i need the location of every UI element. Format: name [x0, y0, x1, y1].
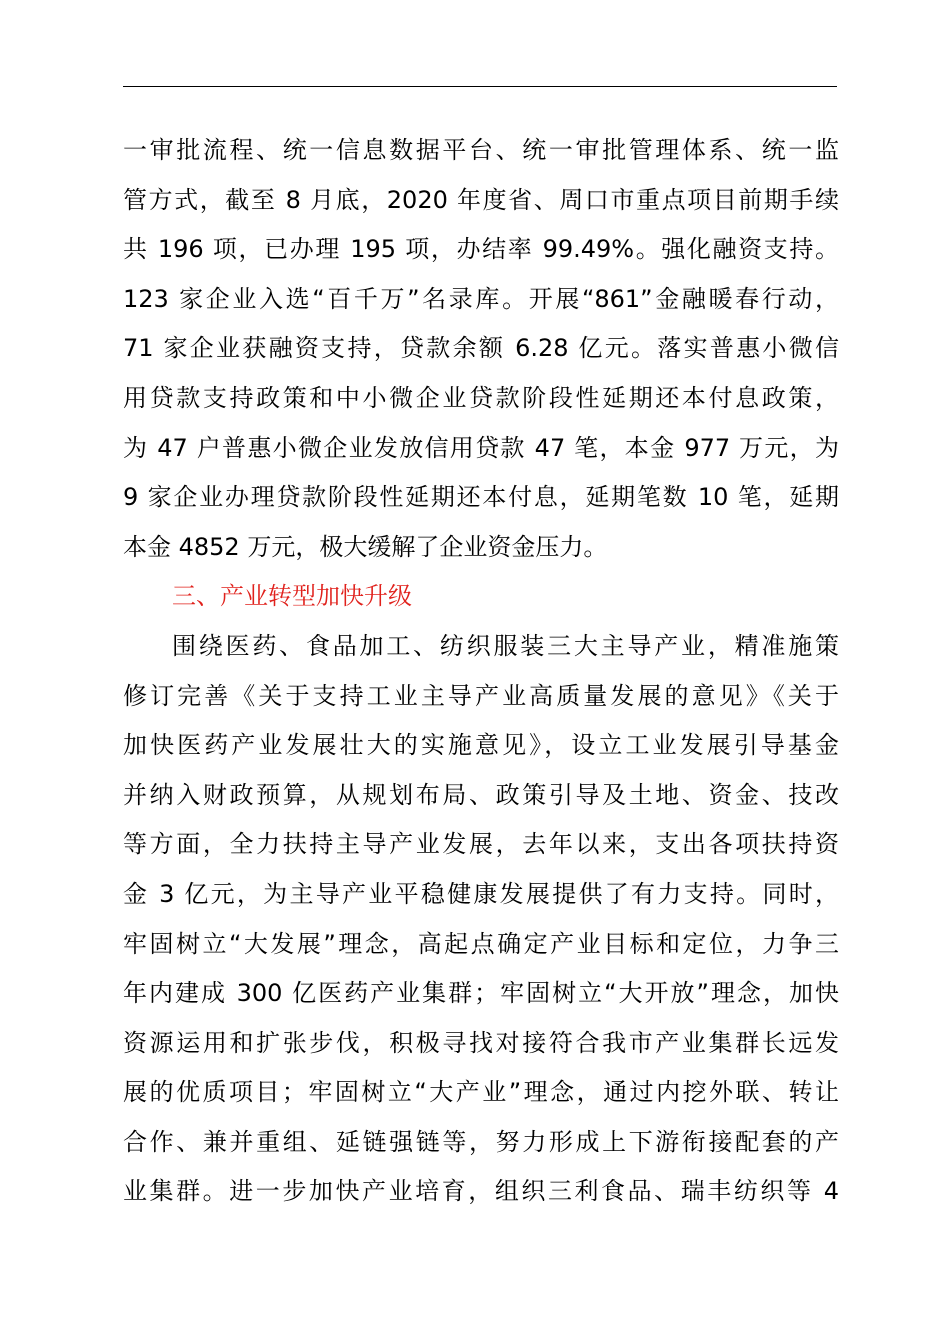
text-line: 为 47 户普惠小微企业发放信用贷款 47 笔，本金 977 万元，为: [123, 433, 839, 462]
text-line: 123 家企业入选“百千万”名录库。开展“861”金融暖春行动，: [123, 284, 839, 313]
text-line: 合作、兼并重组、延链强链等，努力形成上下游衔接配套的产: [123, 1127, 839, 1156]
text-line: 一审批流程、统一信息数据平台、统一审批管理体系、统一监: [123, 136, 839, 164]
text-line: 管方式，截至 8 月底，2020 年度省、周口市重点项目前期手续: [123, 185, 839, 214]
paragraph-1: [123, 126, 839, 572]
text-line: 并纳入财政预算，从规划布局、政策引导及土地、资金、技改: [123, 780, 839, 809]
text-line: 共 196 项，已办理 195 项，办结率 99.49%。强化融资支持。: [123, 235, 839, 264]
text-line: 年内建成 300 亿医药产业集群；牢固树立“大开放”理念，加快: [123, 979, 839, 1008]
text-line: 金 3 亿元，为主导产业平稳健康发展提供了有力支持。同时，: [123, 879, 839, 908]
text-line: 业集群。进一步加快产业培育，组织三利食品、瑞丰纺织等 4: [123, 1177, 839, 1206]
text-line: 修订完善《关于支持工业主导产业高质量发展的意见》《关于: [123, 681, 839, 710]
section-heading: 三、产业转型加快升级: [172, 582, 412, 611]
paragraph-2: [123, 622, 839, 1217]
text-line: 9 家企业办理贷款阶段性延期还本付息，延期笔数 10 笔，延期: [123, 483, 839, 512]
text-line: 71 家企业获融资支持，贷款余额 6.28 亿元。落实普惠小微信: [123, 334, 839, 363]
text-line: 资源运用和扩张步伐，积极寻找对接符合我市产业集群长远发: [123, 1028, 839, 1057]
text-line: 用贷款支持政策和中小微企业贷款阶段性延期还本付息政策，: [123, 383, 839, 412]
text-line: 牢固树立“大发展”理念，高起点确定产业目标和定位，力争三: [123, 929, 839, 958]
document-body: [123, 126, 839, 1217]
text-line: 围绕医药、食品加工、纺织服装三大主导产业，精准施策: [172, 631, 839, 660]
text-line: 本金 4852 万元，极大缓解了企业资金压力。: [123, 532, 608, 561]
text-line: 等方面，全力扶持主导产业发展，去年以来，支出各项扶持资: [123, 830, 839, 859]
text-line: 加快医药产业发展壮大的实施意见》，设立工业发展引导基金: [123, 731, 839, 760]
header-rule: [123, 86, 837, 87]
text-line: 展的优质项目；牢固树立“大产业”理念，通过内挖外联、转让: [123, 1078, 839, 1107]
